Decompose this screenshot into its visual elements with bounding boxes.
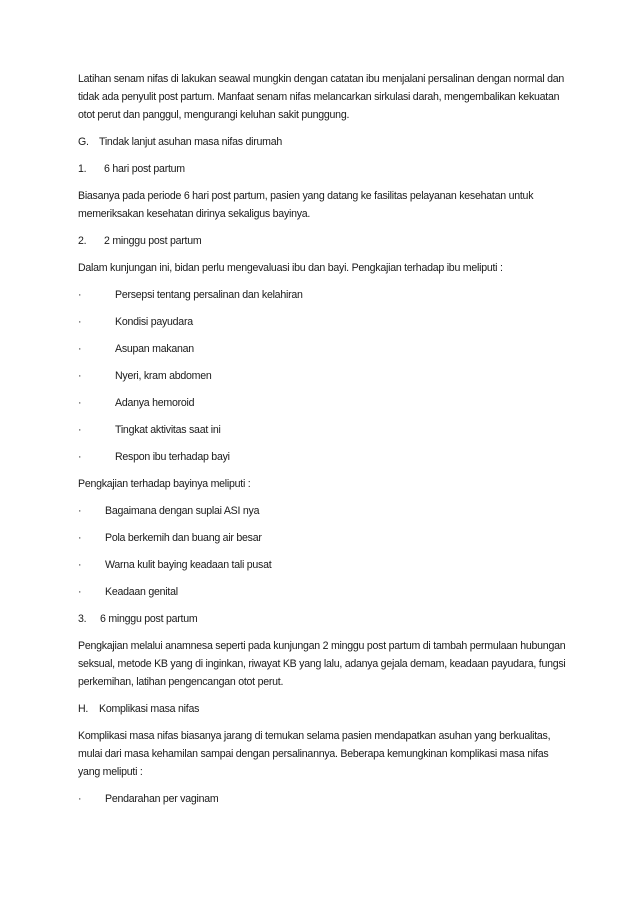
list-item (78, 448, 568, 466)
section-g-number: G. (78, 136, 89, 148)
section-h-heading (78, 700, 568, 718)
ibu-item-text: Respon ibu terhadap bayi (115, 451, 230, 463)
bayi-item-text: Bagaimana dengan suplai ASI nya (105, 505, 260, 517)
list-item (78, 583, 568, 601)
bayi-item-text: Warna kulit baying keadaan tali pusat (105, 559, 272, 571)
section-h-number: H. (78, 703, 89, 715)
ibu-item-text: Adanya hemoroid (115, 397, 195, 409)
bullet-mark: · (78, 559, 82, 571)
bayi-item-text: Keadaan genital (105, 586, 178, 598)
ibu-item-text: Kondisi payudara (115, 316, 193, 328)
section-g-title: Tindak lanjut asuhan masa nifas dirumah (99, 136, 283, 148)
list-item (78, 529, 568, 547)
step-1-paragraph: Biasanya pada periode 6 hari post partum, pasien yang datang ke fasilitas pelayanan kesehatan untuk memeriksakan kesehatan dirinya sekaligus bayinya. (78, 190, 534, 220)
ibu-item-text: Persepsi tentang persalinan dan kelahiran (115, 289, 303, 301)
list-item (78, 502, 568, 520)
ibu-item-text: Nyeri, kram abdomen (115, 370, 212, 382)
bullet-mark: · (78, 586, 82, 598)
step-1-title: 6 hari post partum (104, 163, 185, 175)
bullet-mark: · (78, 343, 82, 355)
step-3-paragraph: Pengkajian melalui anamnesa seperti pada kunjungan 2 minggu post partum di tambah permulaan hubungan seksual, metode KB yang di inginkan, riwayat KB yang lalu, adanya gejala demam, keadaan payudara, fungsi perkemihan, latihan pengencangan otot perut. (78, 640, 566, 688)
step-3-heading (78, 610, 568, 628)
list-item (78, 421, 568, 439)
list-item (78, 556, 568, 574)
ibu-item-text: Tingkat aktivitas saat ini (115, 424, 221, 436)
bullet-mark: · (78, 397, 82, 409)
bullet-mark: · (78, 370, 82, 382)
step-2-number: 2. (78, 235, 87, 247)
bayi-item-text: Pola berkemih dan buang air besar (105, 532, 262, 544)
document-body (78, 70, 568, 817)
bullet-mark: · (78, 532, 82, 544)
bullet-mark: · (78, 316, 82, 328)
bullet-mark: · (78, 289, 82, 301)
step-2-paragraph: Dalam kunjungan ini, bidan perlu mengevaluasi ibu dan bayi. Pengkajian terhadap ibu meliputi : (78, 262, 503, 274)
bullet-mark: · (78, 451, 82, 463)
list-item (78, 340, 568, 358)
list-item (78, 313, 568, 331)
bullet-mark: · (78, 505, 82, 517)
ibu-item-text: Asupan makanan (115, 343, 194, 355)
step-2-title: 2 minggu post partum (104, 235, 202, 247)
bullet-mark: · (78, 424, 82, 436)
list-item (78, 394, 568, 412)
section-g-heading (78, 133, 568, 151)
step-3-title: 6 minggu post partum (100, 613, 198, 625)
step-1-heading (78, 160, 568, 178)
list-item (78, 790, 568, 808)
bayi-intro (78, 475, 568, 493)
section-h-paragraph: Komplikasi masa nifas biasanya jarang di temukan selama pasien mendapatkan asuhan yang berkualitas, mulai dari masa kehamilan sampai dengan persalinannya. Beberapa kemungkinan komplikasi masa nifas yang meliputi : (78, 730, 551, 778)
bayi-intro-text: Pengkajian terhadap bayinya meliputi : (78, 478, 251, 490)
intro-paragraph: Latihan senam nifas di lakukan seawal mungkin dengan catatan ibu menjalani persalinan dengan normal dan tidak ada penyulit post partum. Manfaat senam nifas melancarkan sirkulasi darah, mengembalikan kekuatan otot perut dan panggul, mengurangi keluhan sakit punggung. (78, 73, 565, 121)
list-item (78, 367, 568, 385)
step-3-number: 3. (78, 613, 87, 625)
step-1-number: 1. (78, 163, 87, 175)
bullet-mark: · (78, 793, 82, 805)
komplikasi-item-text: Pendarahan per vaginam (105, 793, 219, 805)
step-2-heading (78, 232, 568, 250)
list-item (78, 286, 568, 304)
section-h-title: Komplikasi masa nifas (99, 703, 200, 715)
